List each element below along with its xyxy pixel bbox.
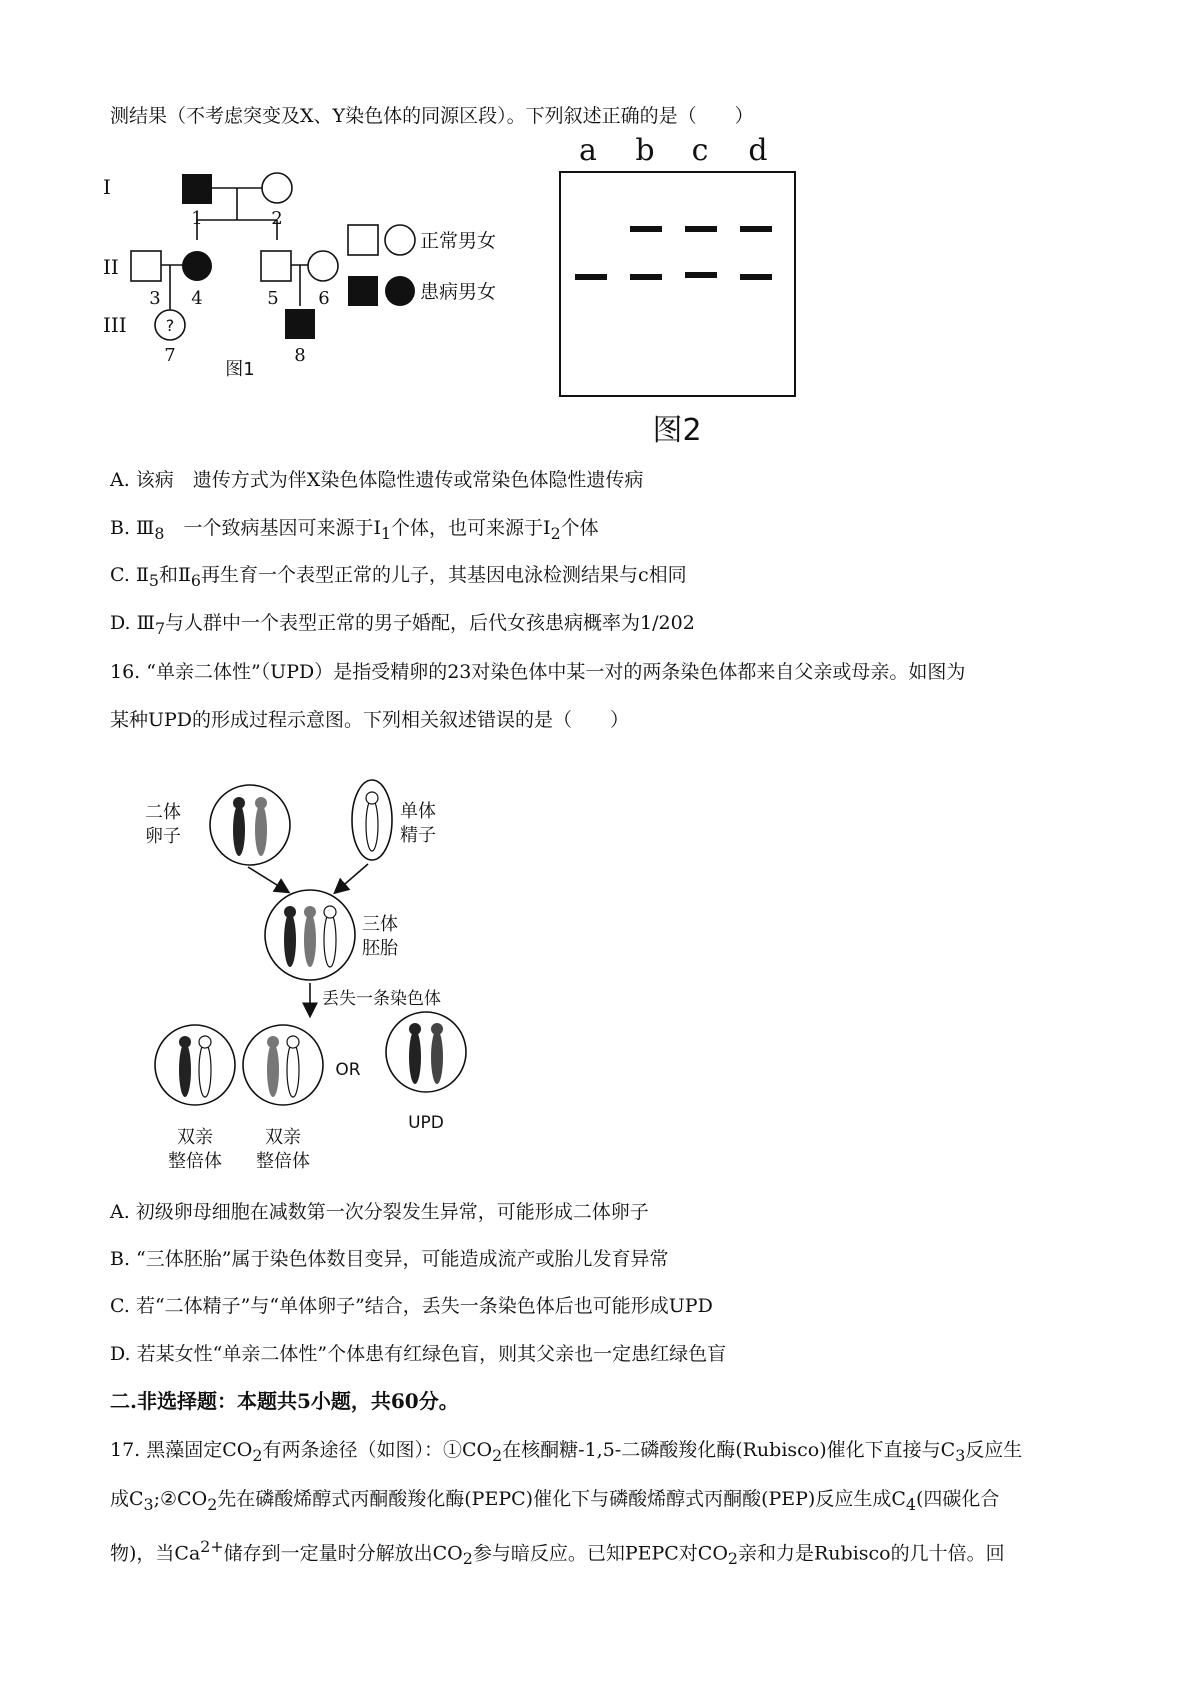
q15-c-pre: C. Ⅱ (110, 564, 149, 586)
result-biparental-1-cell (155, 1025, 235, 1105)
sperm-chromosome-white (366, 799, 378, 851)
q17-l2-a: 成C (110, 1488, 144, 1510)
result3-label: UPD (408, 1113, 444, 1133)
q15-b-sub2: 1 (380, 523, 392, 543)
q16-stem-line1: 16. “单亲二体性”（UPD）是指受精卵的23对染色体中某一对的两条染色体都来自父亲或母亲。如图为 (110, 661, 966, 683)
q17-l1-s3: 3 (955, 1445, 966, 1465)
q16-stem-line2: 某种UPD的形成过程示意图。下列相关叙述错误的是（ ） (110, 709, 630, 731)
pedigree-iii8-affected-male (285, 309, 315, 339)
haploid-sperm-label-2: 精子 (400, 825, 436, 846)
q17-l2-s3: 4 (905, 1494, 916, 1514)
legend-normal-male-icon (348, 225, 378, 255)
lane-label-c: c (691, 133, 709, 168)
q15-option-c (110, 562, 687, 594)
q17-l1-b: 有两条途径（如图）：①CO (262, 1439, 493, 1461)
trisomic-embryo-label-1: 三体 (362, 914, 398, 935)
q15-c-mid: 和Ⅱ (158, 564, 191, 586)
band-a-lower (575, 274, 607, 280)
pedigree-ii3-normal-male (131, 251, 161, 281)
q17-l1-d: 反应生 (965, 1439, 1023, 1461)
band-d-lower (740, 274, 772, 280)
q17-l1-c: 在核酮糖-1,5-二磷酸羧化酶(Rubisco)催化下直接与C (502, 1439, 956, 1461)
egg-chromosome-gray (255, 804, 267, 856)
q16-option-c: C. 若“二体精子”与“单体卵子”结合，丢失一条染色体后也可能形成UPD (110, 1295, 713, 1317)
q17-l2-s1: 3 (143, 1494, 154, 1514)
q17-l2-c: 先在磷酸烯醇式丙酮酸羧化酶(PEPC)催化下与磷酸烯醇式丙酮酸(PEP)反应生成C (217, 1488, 906, 1510)
q17-l2-s2: 2 (207, 1494, 218, 1514)
gen-label-3: III (103, 313, 127, 337)
q16-option-b: B. “三体胚胎”属于染色体数目变异，可能造成流产或胎儿发育异常 (110, 1248, 669, 1270)
q15-b-sub1: 8 (154, 523, 165, 543)
q15-b-mid: 一个致病基因可来源于I (164, 517, 381, 539)
q17-l1-s2: 2 (492, 1445, 503, 1465)
legend-affected-label: 患病男女 (420, 281, 497, 303)
band-b-upper (630, 226, 662, 232)
electrophoresis-figure (550, 130, 810, 450)
pedigree-figure (95, 150, 515, 420)
legend-normal-label: 正常男女 (420, 230, 497, 252)
q15-b-sub3: 2 (550, 523, 561, 543)
trisomic-embryo-label-2: 胚胎 (362, 938, 398, 959)
diploid-egg-label-1: 二体 (145, 802, 181, 823)
q16-option-d: D. 若某女性“单亲二体性”个体患有红绿色盲，则其父亲也一定患红绿色盲 (110, 1343, 727, 1365)
q15-d-post: 与人群中一个表型正常的男子婚配，后代女孩患病概率为1/202 (165, 612, 695, 634)
band-b-lower (630, 274, 662, 280)
q15-stem-tail: 测结果（不考虑突变及X、Y染色体的同源区段）。下列叙述正确的是（ ） (110, 105, 754, 127)
upd-figure (145, 770, 530, 1180)
fig2-caption: 图2 (652, 413, 702, 448)
q17-l3-s2: 2 (727, 1549, 738, 1569)
pedigree-ii5-normal-male (261, 251, 291, 281)
pedigree-ii4-affected-female (182, 251, 212, 281)
pedigree-i1-affected-male (182, 174, 212, 204)
legend-normal-female-icon (385, 225, 415, 255)
q15-d-sub1: 7 (154, 618, 166, 638)
result2-label-2: 整倍体 (256, 1151, 310, 1172)
q17-l2-d: (四碳化合 (915, 1488, 1000, 1510)
q15-c-sub1: 5 (148, 570, 159, 590)
q17-line3 (110, 1534, 1005, 1572)
egg-chromosome-dark (233, 804, 245, 856)
q17-l3-b: 储存到一定量时分解放出CO (223, 1542, 463, 1565)
q15-b-post: 个体 (560, 517, 599, 539)
diploid-egg-cell (210, 785, 290, 865)
diploid-egg-label-2: 卵子 (145, 826, 181, 847)
id-3: 3 (149, 288, 161, 309)
q15-c-post: 再生育一个表型正常的儿子，其基因电泳检测结果与c相同 (200, 564, 687, 586)
pedigree-ii6-normal-female (308, 251, 338, 281)
q17-l3-c: 参与暗反应。已知PEPC对CO (472, 1542, 728, 1565)
q17-l3-a: 物)，当Ca (110, 1542, 201, 1565)
result-biparental-2-cell (243, 1025, 323, 1105)
haploid-sperm-label-1: 单体 (400, 801, 436, 822)
result-upd-cell (386, 1012, 466, 1092)
q17-l1-s1: 2 (252, 1445, 263, 1465)
id-7: 7 (164, 345, 176, 366)
q17-l1-a: 17. 黑藻固定CO (110, 1439, 253, 1461)
legend-affected-female-icon (385, 276, 415, 306)
q15-c-sub2: 6 (190, 570, 201, 590)
or-label: OR (335, 1060, 361, 1080)
q17-line2 (110, 1486, 999, 1518)
legend-affected-male-icon (348, 276, 378, 306)
section2-title: 二.非选择题：本题共5小题，共60分。 (110, 1389, 459, 1413)
lane-label-d: d (748, 133, 768, 168)
q15-d-pre: D. Ⅲ (110, 612, 155, 634)
gel-box (560, 172, 795, 396)
q15-b-pre: B. Ⅲ (110, 517, 155, 539)
q17-l3-sup: 2+ (200, 1537, 224, 1556)
id-5: 5 (267, 288, 279, 309)
q17-l3-d: 亲和力是Rubisco的几十倍。回 (738, 1542, 1005, 1565)
pedigree-unknown-mark: ? (165, 316, 175, 335)
band-c-upper (685, 226, 717, 232)
lane-label-a: a (579, 133, 597, 168)
arrow-egg-to-embryo (248, 867, 285, 890)
arrow-sperm-to-embryo (338, 864, 368, 890)
result2-label-1: 双亲 (265, 1127, 301, 1148)
pedigree-i2-normal-female (262, 173, 292, 203)
band-d-upper (740, 226, 772, 232)
fig1-caption: 图1 (225, 359, 255, 380)
band-c-lower (685, 272, 717, 278)
gen-label-1: I (103, 175, 111, 199)
id-8: 8 (294, 345, 306, 366)
q15-b-mid2: 个体，也可来源于I (391, 517, 551, 539)
id-1: 1 (191, 208, 203, 229)
q15-option-b (110, 515, 599, 547)
q16-option-a: A. 初级卵母细胞在减数第一次分裂发生异常，可能形成二体卵子 (110, 1201, 649, 1223)
q17-line1 (110, 1437, 1022, 1469)
result1-label-1: 双亲 (177, 1127, 213, 1148)
id-6: 6 (318, 288, 330, 309)
id-4: 4 (191, 288, 203, 309)
result1-label-2: 整倍体 (168, 1151, 222, 1172)
lane-label-b: b (635, 133, 655, 168)
q15-option-d (110, 610, 695, 642)
q17-l2-b: ;②CO (153, 1488, 208, 1510)
q17-l3-s1: 2 (462, 1549, 473, 1569)
q15-option-a: A. 该病 遗传方式为伴X染色体隐性遗传或常染色体隐性遗传病 (110, 469, 644, 491)
id-2: 2 (271, 208, 283, 229)
loss-label: 丢失一条染色体 (322, 989, 441, 1009)
gen-label-2: II (103, 255, 119, 279)
